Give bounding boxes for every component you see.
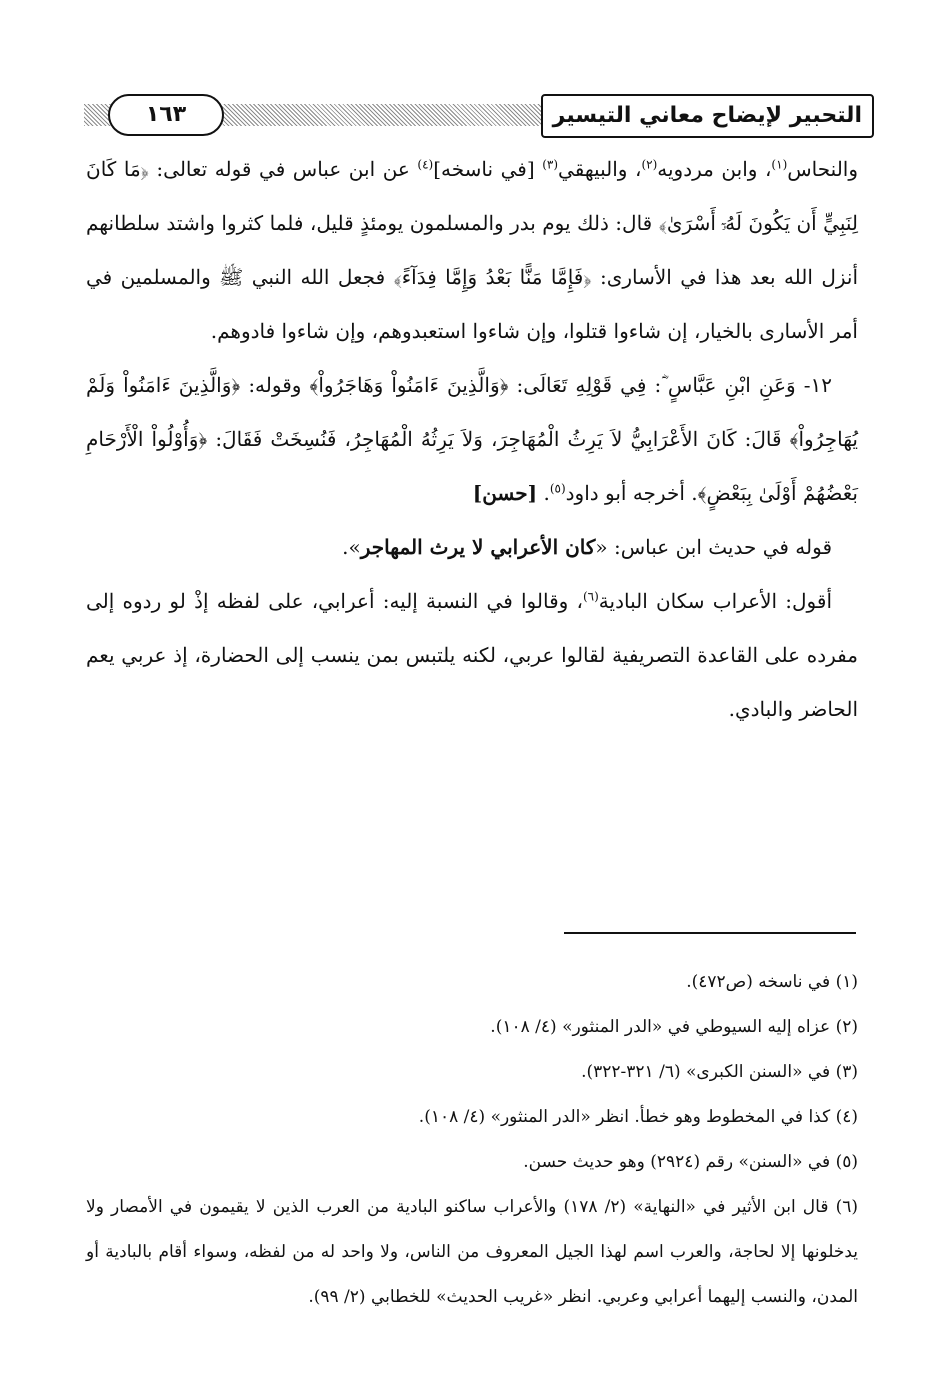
footnote: (١) في ناسخه (ص٤٧٢). [686,972,858,992]
text: أقول: الأعراب سكان البادية [598,589,832,613]
text: ». [342,535,361,559]
text: عن ابن عباس في قوله تعالى: [148,157,418,181]
text: قوله في حديث ابن عباس: « [595,535,832,559]
quran-verse: ﴿مَا كَانَ لِنَبِيٍّ أَن يَكُونَ لَهُۥٓ أَسْرَىٰ﴾ [86,157,859,235]
footnote-ref: (٦) [582,589,599,604]
footnote-separator [564,932,856,934]
footnote-ref: (١) [771,157,788,172]
text: والنحاس [787,157,859,181]
footnote: (٣) في «السنن الكبرى» (٦/ ٣٢١-٣٢٢). [581,1062,858,1082]
text: ، وقالوا في النسبة إليه: أعرابي، على لفظه إذْ لو ردوه إلى مفرده على القاعدة التصريفية لقالوا عربي، لكنه يلتبس بمن ينسب إلى الحضارة، إذ عربي يعم الحاضر والبادي. [86,589,858,721]
footnote: (٤) كذا في المخطوط وهو خطأ. انظر «الدر المنثور» (٤/ ١٠٨). [418,1107,858,1127]
footnote-ref: (٢) [641,157,658,172]
main-text [86,142,858,736]
hadith-grade: [حسن] [472,481,538,505]
quran-verse: ﴿وَأُوْلُواْ الْأَرْحَامِ بَعْضُهُمْ أَوْلَىٰ بِبَعْضٍ﴾ [86,427,858,505]
text: [في ناسخه] [433,157,543,181]
footnote: (٦) قال ابن الأثير في «النهاية» (٢/ ١٧٨) والأعراب ساكنو البادية من العرب الذين لا يقيمون في الأمصار ولا يدخلونها إلا لحاجة، والعرب اسم لهذا الجيل المعروف من الناس، ولا واحد له من لفظه، وسواء أقام بالبادية أو المدن، والنسب إليهما أعرابي وعربي. انظر «غريب الحديث» للخطابي (٢/ ٩٩). [86,1197,858,1307]
footnote-ref: (٥) [549,481,566,496]
text: ١٢- وَعَنِ ابْنِ عَبَّاسٍ ؓ: فِي قَوْلِهِ تَعَالَى: [508,373,833,397]
footnote: (٥) في «السنن» رقم (٢٩٢٤) وهو حديث حسن. [523,1152,858,1172]
paragraph-3 [86,520,858,574]
text: . أخرجه أبو داود [565,481,698,505]
quoted-phrase: كان الأعرابي لا يرث المهاجر [360,535,596,559]
text: . [537,481,550,505]
quran-verse: ﴿وَالَّذِينَ ءَامَنُواْ وَهَاجَرُواْ﴾ [309,373,509,397]
text: قَالَ: كَانَ الأَعْرَابِيُّ لاَ يَرِثُ الْمُهَاجِرَ، وَلاَ يَرِثُهُ الْمُهَاجِرُ، فَنُسِخَتْ فَقَالَ: [207,427,790,451]
text: فجعل الله النبي ﷺ والمسلمين في أمر الأسارى بالخيار، إن شاءوا قتلوا، وإن شاءوا استعبدوهم، وإن شاءوا فادوهم. [86,265,858,343]
book-title: التحبير لإيضاح معاني التيسير [541,94,874,138]
footnote-ref: (٣) [542,157,559,172]
footnote: (٢) عزاه إليه السيوطي في «الدر المنثور» (٤/ ١٠٨). [490,1017,858,1037]
text: وقوله: [240,373,310,397]
page-number: ١٦٣ [108,94,224,136]
paragraph-4 [86,574,858,736]
text: ، والبيهقي [558,157,642,181]
footnotes [86,960,858,1320]
running-header [84,94,874,144]
quran-verse: ﴿وَالَّذِينَ ءَامَنُواْ وَلَمْ يُهَاجِرُواْ﴾ [86,373,858,451]
paragraph-2 [86,358,858,520]
quran-verse: ﴿فَإِمَّا مَنًّا بَعْدُ وَإِمَّا فِدَآءً﴾ [393,265,592,289]
text: ، وابن مردويه [657,157,772,181]
paragraph-1 [86,142,858,358]
text: قال: ذلك يوم بدر والمسلمون يومئذٍ قليل، فلما كثروا واشتد سلطانهم أنزل الله بعد هذا في الأسارى: [86,211,859,289]
footnote-ref: (٤) [417,157,434,172]
